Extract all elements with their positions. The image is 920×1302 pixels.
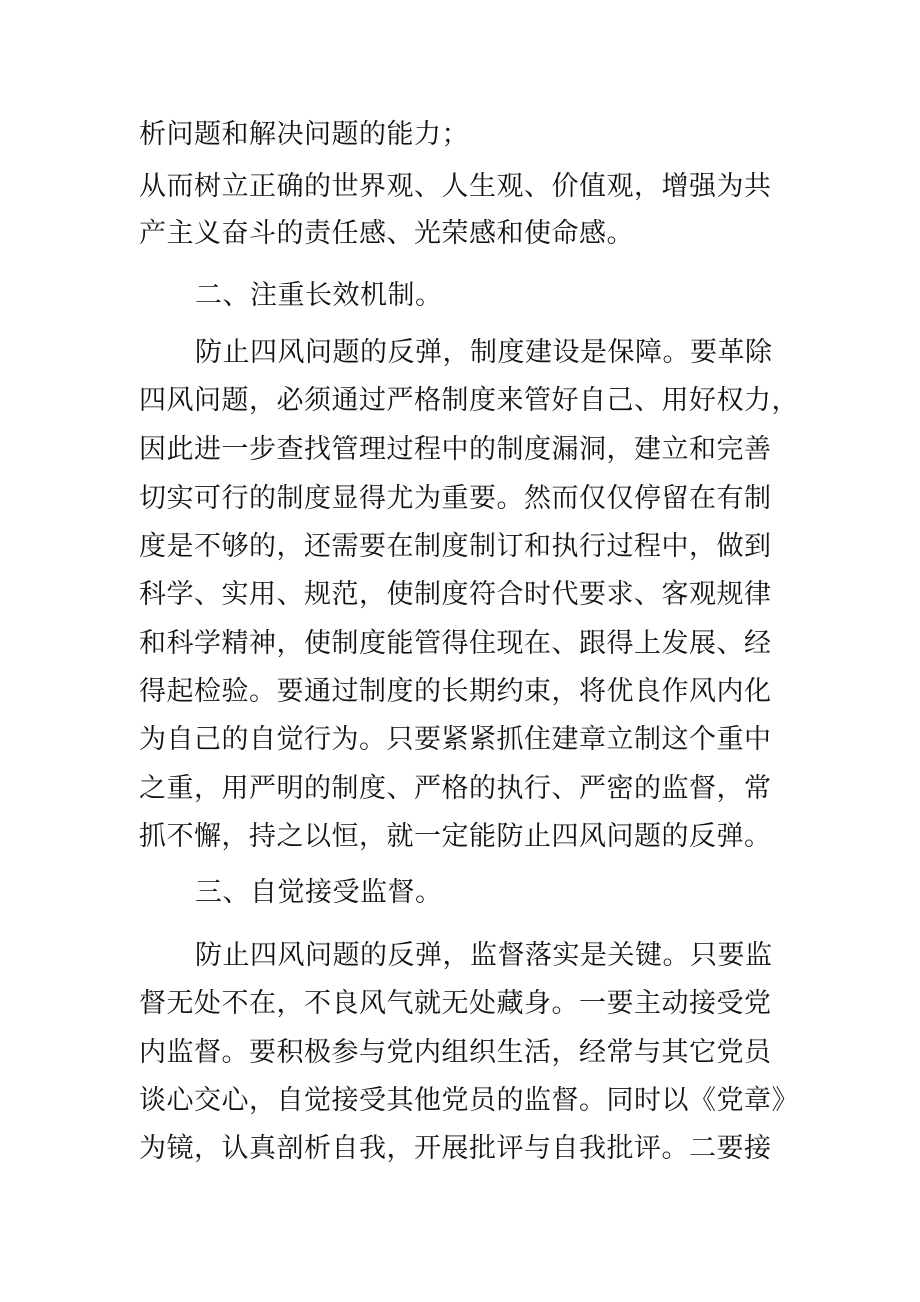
text-line: 因此进一步查找管理过程中的制度漏洞，建立和完善	[139, 434, 772, 465]
text-line: 防止四风问题的反弹，监督落实是关键。只要监	[195, 940, 773, 971]
text-line: 度是不够的，还需要在制度制订和执行过程中，做到	[139, 531, 772, 562]
text-line: 和科学精神，使制度能管得住现在、跟得上发展、经	[139, 628, 772, 659]
text-line: 析问题和解决问题的能力；	[139, 119, 469, 150]
text-line: 四风问题，必须通过严格制度来管好自己、用好权力，	[139, 385, 799, 416]
text-line: 抓不懈，持之以恒，就一定能防止四风问题的反弹。	[139, 821, 772, 852]
text-line: 切实可行的制度显得尤为重要。然而仅仅停留在有制	[139, 483, 772, 514]
text-line: 产主义奋斗的责任感、光荣感和使命感。	[139, 218, 634, 249]
section-heading: 三、自觉接受监督。	[195, 877, 443, 908]
text-line: 从而树立正确的世界观、人生观、价值观，增强为共	[139, 171, 772, 202]
text-line: 防止四风问题的反弹，制度建设是保障。要革除	[195, 337, 773, 368]
text-line: 之重，用严明的制度、严格的执行、严密的监督，常	[139, 773, 772, 804]
section-heading: 二、注重长效机制。	[195, 280, 443, 311]
text-line: 督无处不在，不良风气就无处藏身。一要主动接受党	[139, 988, 772, 1019]
text-line: 谈心交心，自觉接受其他党员的监督。同时以《党章》	[139, 1085, 799, 1116]
text-line: 内监督。要积极参与党内组织生活，经常与其它党员	[139, 1037, 772, 1068]
text-line: 为镜，认真剖析自我，开展批评与自我批评。二要接	[139, 1133, 772, 1164]
text-line: 得起检验。要通过制度的长期约束，将优良作风内化	[139, 676, 772, 707]
text-line: 为自己的自觉行为。只要紧紧抓住建章立制这个重中	[139, 724, 772, 755]
text-line: 科学、实用、规范，使制度符合时代要求、客观规律	[139, 579, 772, 610]
